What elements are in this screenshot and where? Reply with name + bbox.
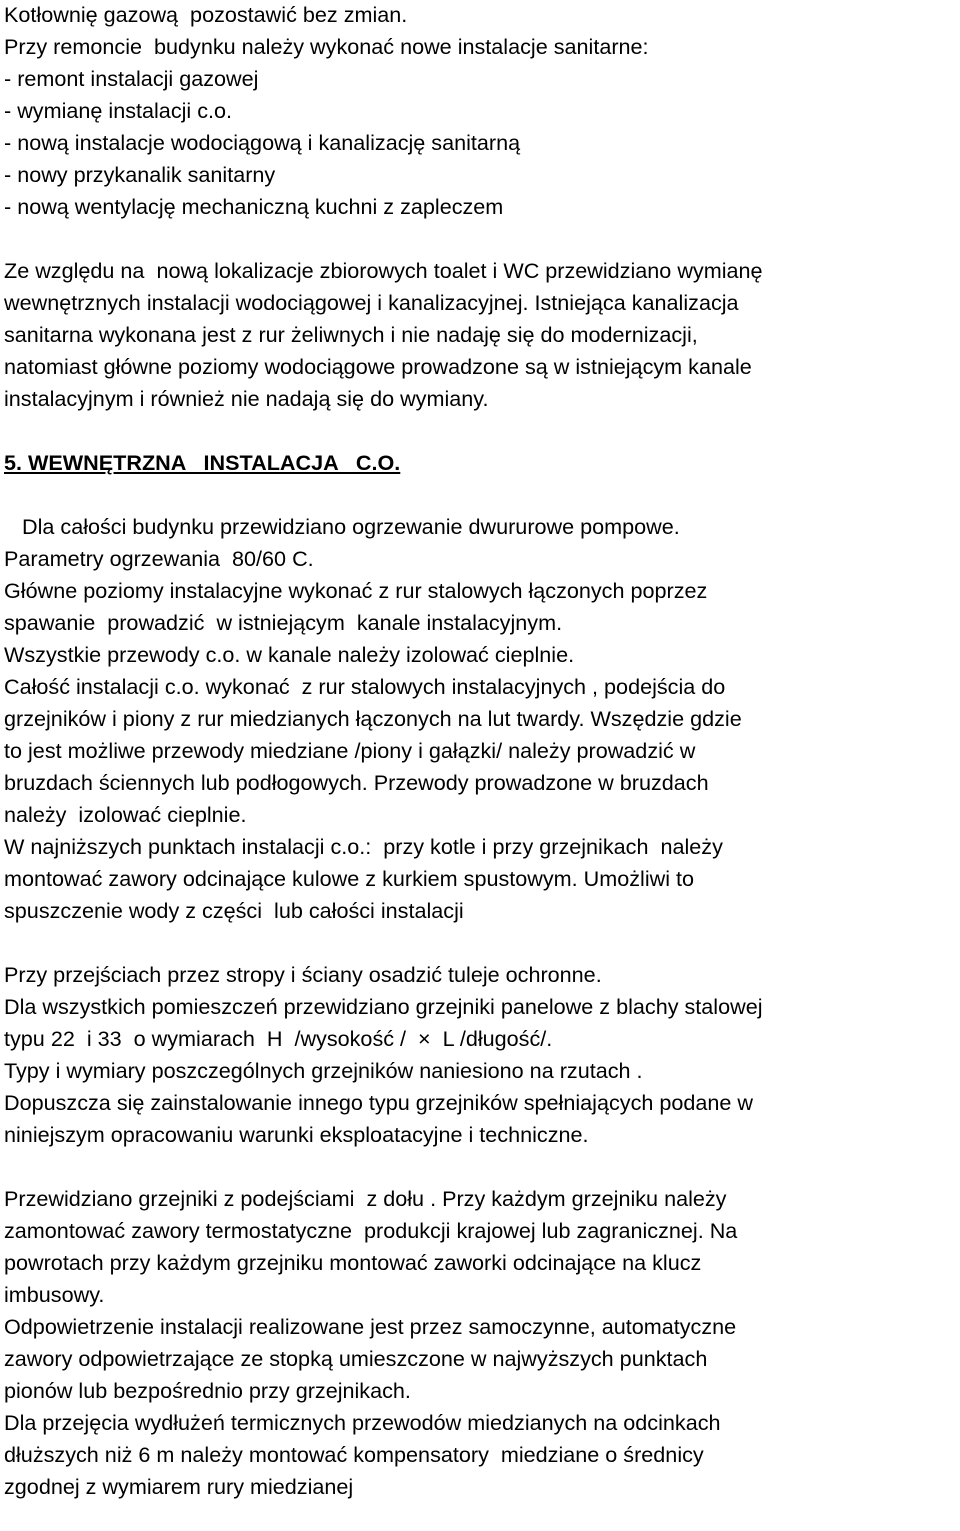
intro-block [4, 0, 960, 223]
blank-line [4, 479, 960, 511]
text-line: spuszczenie wody z części lub całości instalacji [4, 898, 464, 923]
text-line: natomiast główne poziomy wodociągowe prowadzone są w istniejącym kanale [4, 354, 752, 379]
list-item: - remont instalacji gazowej [4, 66, 259, 91]
text-line: Kotłownię gazową pozostawić bez zmian. [4, 2, 408, 27]
text-line: dłuższych niż 6 m należy montować kompensatory miedziane o średnicy [4, 1442, 704, 1467]
text-line: należy izolować cieplnie. [4, 802, 247, 827]
text-line: sanitarna wykonana jest z rur żeliwnych i nie nadaję się do modernizacji, [4, 322, 698, 347]
text-line: W najniższych punktach instalacji c.o.: przy kotle i przy grzejnikach należy [4, 834, 723, 859]
text-line: spawanie prowadzić w istniejącym kanale instalacyjnym. [4, 610, 563, 635]
list-item: - nową wentylację mechaniczną kuchni z zapleczem [4, 194, 504, 219]
text-line: to jest możliwe przewody miedziane /piony i gałązki/ należy prowadzić w [4, 738, 696, 763]
document-page [4, 0, 960, 1503]
text-line: powrotach przy każdym grzejniku montować zaworki odcinające na klucz [4, 1250, 702, 1275]
paragraph-heating-system [4, 511, 960, 927]
text-line: Przy przejściach przez stropy i ściany osadzić tuleje ochronne. [4, 962, 602, 987]
blank-line [4, 927, 960, 959]
text-line: Przewidziano grzejniki z podejściami z dołu . Przy każdym grzejniku należy [4, 1186, 727, 1211]
text-line: Odpowietrzenie instalacji realizowane jest przez samoczynne, automatyczne [4, 1314, 737, 1339]
list-item: - nowy przykanalik sanitarny [4, 162, 276, 187]
blank-line [4, 1151, 960, 1183]
text-line: typu 22 i 33 o wymiarach H /wysokość / × L /długość/. [4, 1026, 553, 1051]
blank-line [4, 223, 960, 255]
text-line: montować zawory odcinające kulowe z kurkiem spustowym. Umożliwi to [4, 866, 695, 891]
text-line: Główne poziomy instalacyjne wykonać z rur stalowych łączonych poprzez [4, 578, 708, 603]
text-line: Typy i wymiary poszczególnych grzejników naniesiono na rzutach . [4, 1058, 643, 1083]
list-item: - wymianę instalacji c.o. [4, 98, 233, 123]
text-line: Całość instalacji c.o. wykonać z rur stalowych instalacyjnych , podejścia do [4, 674, 726, 699]
text-line: Dla całości budynku przewidziano ogrzewanie dwururowe pompowe. [4, 514, 680, 539]
text-line: Wszystkie przewody c.o. w kanale należy izolować cieplnie. [4, 642, 575, 667]
paragraph-valves-and-venting [4, 1183, 960, 1503]
text-line: wewnętrznych instalacji wodociągowej i kanalizacyjnej. Istniejąca kanalizacja [4, 290, 739, 315]
text-line: zawory odpowietrzające ze stopką umieszczone w najwyższych punktach [4, 1346, 708, 1371]
paragraph-replacement-rationale [4, 255, 960, 415]
text-line: niniejszym opracowaniu warunki eksploatacyjne i techniczne. [4, 1122, 589, 1147]
text-line: pionów lub bezpośrednio przy grzejnikach. [4, 1378, 411, 1403]
text-line: Parametry ogrzewania 80/60 C. [4, 546, 314, 571]
blank-line [4, 415, 960, 447]
text-line: imbusowy. [4, 1282, 105, 1307]
text-line: instalacyjnym i również nie nadają się do wymiany. [4, 386, 489, 411]
text-line: zamontować zawory termostatyczne produkcji krajowej lub zagranicznej. Na [4, 1218, 738, 1243]
text-line: bruzdach ściennych lub podłogowych. Przewody prowadzone w bruzdach [4, 770, 709, 795]
text-line: Dla wszystkich pomieszczeń przewidziano grzejniki panelowe z blachy stalowej [4, 994, 763, 1019]
section-heading [4, 447, 960, 479]
section-title: WEWNĘTRZNA INSTALACJA C.O. [28, 450, 401, 475]
section-number: 5. [4, 450, 23, 475]
list-item: - nową instalacje wodociągową i kanalizację sanitarną [4, 130, 521, 155]
text-line: Dla przejęcia wydłużeń termicznych przewodów miedzianych na odcinkach [4, 1410, 721, 1435]
text-line: grzejników i piony z rur miedzianych łączonych na lut twardy. Wszędzie gdzie [4, 706, 742, 731]
text-line: Dopuszcza się zainstalowanie innego typu grzejników spełniających podane w [4, 1090, 754, 1115]
paragraph-radiators [4, 959, 960, 1151]
text-line: Ze względu na nową lokalizacje zbiorowych toalet i WC przewidziano wymianę [4, 258, 763, 283]
text-line: zgodnej z wymiarem rury miedzianej [4, 1474, 354, 1499]
text-line: Przy remoncie budynku należy wykonać nowe instalacje sanitarne: [4, 34, 649, 59]
